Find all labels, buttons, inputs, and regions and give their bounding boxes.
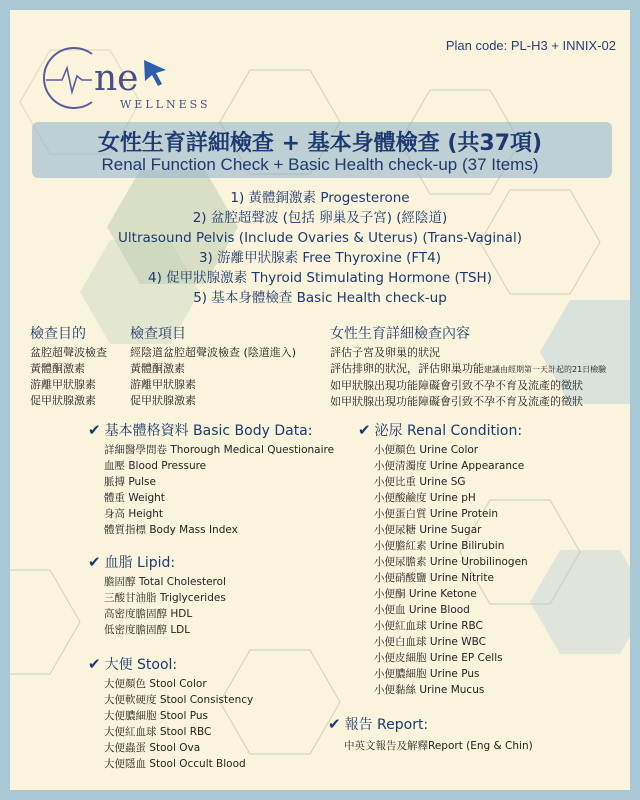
list-item: 小便紅血球 Urine RBC <box>374 620 483 632</box>
report-heading-text: 報告 Report: <box>344 717 429 733</box>
exam-items-heading: 檢查項目 <box>130 326 186 342</box>
list-item: 小便清濁度 Urine Appearance <box>374 460 525 472</box>
exam-item-row: 促甲狀腺激素 <box>130 394 196 407</box>
stool-heading-text: 大便 Stool: <box>104 657 178 673</box>
list-item: 小便尿膽素 Urine Urobilinogen <box>374 556 528 568</box>
logo-lettering: ne <box>94 58 139 99</box>
list-item: 大便軟硬度 Stool Consistency <box>104 694 254 706</box>
test-item: 2) 盆腔超聲波 (包括 卵巢及子宮) (經陰道) <box>192 210 448 226</box>
list-item: 小便膿細胞 Urine Pus <box>374 668 480 680</box>
fertility-column <box>330 325 606 410</box>
test-item: 5) 基本身體檢查 Basic Health check-up <box>193 290 447 306</box>
test-item: 1) 黃體銅激素 Progesterone <box>230 190 410 206</box>
fertility-row-text: 評估排卵的狀況，評估卵巢功能 <box>330 362 484 375</box>
plan-code: Plan code: PL-H3 + INNIX-02 <box>445 38 616 53</box>
list-item: 大便隱血 Stool Occult Blood <box>104 758 246 770</box>
fertility-row: 如甲狀腺出現功能障礙會引致不孕不育及流產的徵狀 <box>330 395 583 408</box>
purpose-heading: 檢查目的 <box>30 326 86 342</box>
list-item: 小便比重 Urine SG <box>374 476 466 488</box>
cursor-icon <box>144 60 166 86</box>
test-item: Ultrasound Pelvis (Include Ovaries & Uterus) (Trans-Vaginal) <box>118 230 522 246</box>
report-heading <box>328 714 428 734</box>
list-item: 脈搏 Pulse <box>104 476 156 488</box>
list-item: 大便蟲蛋 Stool Ova <box>104 742 201 754</box>
renal-list <box>374 442 528 698</box>
exam-item-row: 黃體酮激素 <box>130 362 185 375</box>
list-item: 體重 Weight <box>104 492 165 504</box>
body-data-heading <box>88 420 312 440</box>
exam-item-row: 游離甲狀腺素 <box>130 378 196 391</box>
fertility-row: 評估子宮及卵巢的狀況 <box>330 346 440 359</box>
wellness-wordmark: WELLNESS <box>120 98 211 111</box>
stool-list <box>104 676 253 772</box>
test-item: 3) 游離甲狀腺素 Free Thyroxine (FT4) <box>198 250 442 266</box>
list-item: 小便尿糖 Urine Sugar <box>374 524 482 536</box>
title-chinese: 女性生育詳細檢查 + 基本身體檢查 (共37項) <box>97 131 543 156</box>
checkmark-icon: ✔ <box>88 655 101 673</box>
list-item: 體質指標 Body Mass Index <box>104 524 238 536</box>
list-item: 小便硝酸鹽 Urine Nitrite <box>374 572 494 584</box>
exam-items-column <box>130 325 296 409</box>
list-item: 小便白血球 Urine WBC <box>374 636 486 648</box>
fertility-row <box>330 361 606 378</box>
list-item: 小便酮 Urine Ketone <box>374 588 477 600</box>
list-item: 小便血 Urine Blood <box>374 604 470 616</box>
list-item: 小便蛋白質 Urine Protein <box>374 508 499 520</box>
renal-heading-text: 泌尿 Renal Condition: <box>374 423 523 439</box>
test-items-list <box>10 188 630 308</box>
purpose-row: 促甲狀腺激素 <box>30 394 96 407</box>
list-item: 小便皮細胞 Urine EP Cells <box>374 652 503 664</box>
list-item: 大便顏色 Stool Color <box>104 678 207 690</box>
list-item: 詳細醫學問卷 Thorough Medical Questionaire <box>104 444 335 456</box>
list-item: 低密度膽固醇 LDL <box>104 624 191 636</box>
purpose-row: 盆腔超聲波檢查 <box>30 346 107 359</box>
list-item: 血壓 Blood Pressure <box>104 460 207 472</box>
renal-heading <box>358 420 522 440</box>
body-data-list <box>104 442 334 538</box>
body-data-heading-text: 基本體格資料 Basic Body Data: <box>104 423 313 439</box>
list-item: 身高 Height <box>104 508 164 520</box>
lipid-heading <box>88 552 175 572</box>
test-item: 4) 促甲狀腺激素 Thyroid Stimulating Hormone (TSH) <box>148 270 492 286</box>
checkmark-icon: ✔ <box>328 715 341 733</box>
purpose-row: 黃體酮激素 <box>30 362 85 375</box>
list-item: 小便酸鹼度 Urine pH <box>374 492 476 504</box>
list-item: 膽固醇 Total Cholesterol <box>104 576 226 588</box>
purpose-row: 游離甲狀腺素 <box>30 378 96 391</box>
list-item: 小便黏絲 Urine Mucus <box>374 684 485 696</box>
fertility-note: 建議由經期第一天計起的21日檢驗 <box>484 365 607 374</box>
poster-paper <box>10 10 630 790</box>
lipid-heading-text: 血脂 Lipid: <box>104 555 176 571</box>
exam-item-row: 經陰道盆腔超聲波檢查 (陰道進入) <box>130 346 297 359</box>
purpose-column <box>30 325 107 409</box>
list-item: 三酸甘油脂 Triglycerides <box>104 592 226 604</box>
list-item: 高密度膽固醇 HDL <box>104 608 193 620</box>
report-list <box>344 738 533 754</box>
list-item: 大便紅血球 Stool RBC <box>104 726 212 738</box>
fertility-row: 如甲狀腺出現功能障礙會引致不孕不育及流產的徵狀 <box>330 379 583 392</box>
checkmark-icon: ✔ <box>88 421 101 439</box>
list-item: 小便顏色 Urine Color <box>374 444 479 456</box>
fertility-heading: 女性生育詳細檢查內容 <box>330 326 470 342</box>
title-english: Renal Function Check + Basic Health check-up (37 Items) <box>101 155 539 174</box>
lipid-list <box>104 574 226 638</box>
stool-heading <box>88 654 177 674</box>
list-item: 大便膿細胞 Stool Pus <box>104 710 208 722</box>
checkmark-icon: ✔ <box>88 553 101 571</box>
checkmark-icon: ✔ <box>358 421 371 439</box>
list-item: 中英文報告及解釋Report (Eng & Chin) <box>344 740 533 752</box>
list-item: 小便膽紅素 Urine Bilirubin <box>374 540 505 552</box>
